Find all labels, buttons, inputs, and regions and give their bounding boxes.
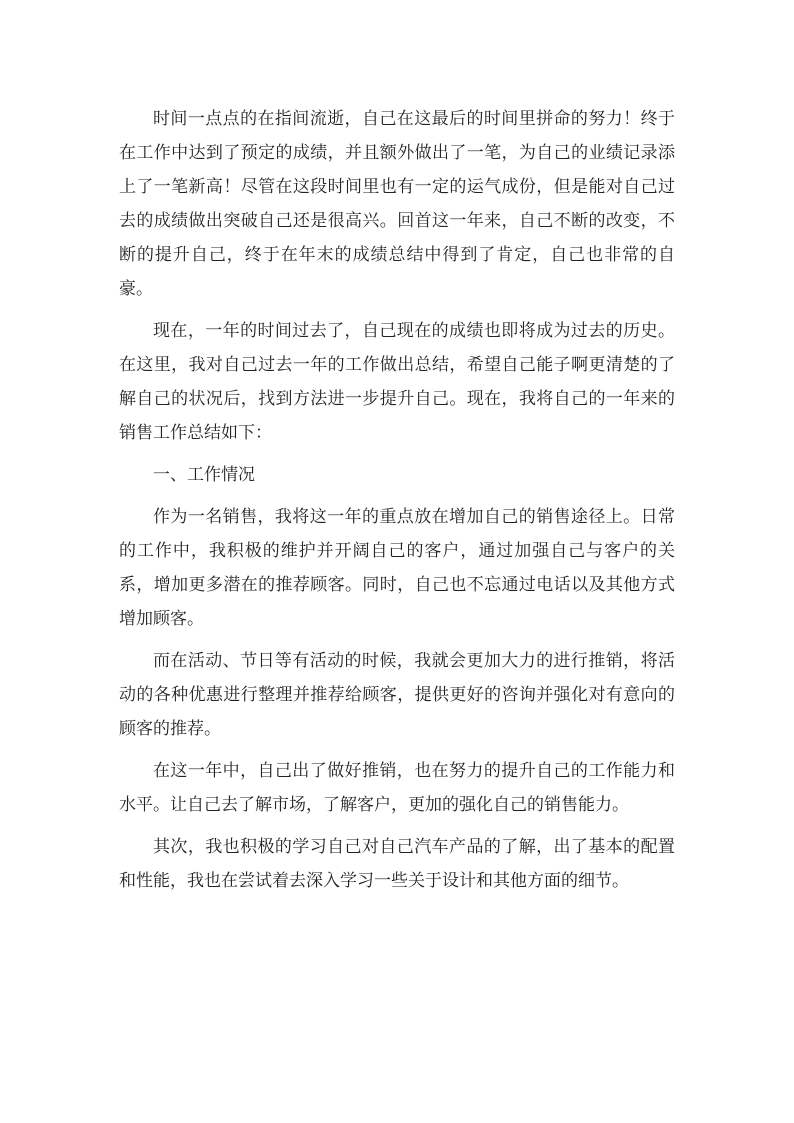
section-heading-work-situation: 一、工作情况 bbox=[153, 465, 255, 485]
document-body bbox=[119, 102, 675, 906]
paragraph-sales-channels: 作为一名销售，我将这一年的重点放在增加自己的销售途径上。日常的工作中，我积极的维护并开阔自己的客户，通过加强自己与客户的关系，增加更多潜在的推荐顾客。同时，自己也不忘通过电话以及其他方式增加顾客。 bbox=[119, 507, 675, 629]
paragraph-summary-purpose: 现在，一年的时间过去了，自己现在的成绩也即将成为过去的历史。在这里，我对自己过去一年的工作做出总结，希望自己能子啊更清楚的了解自己的状况后，找到方法进一步提升自己。现在，我将自己的一年来的销售工作总结如下： bbox=[119, 321, 675, 443]
paragraph-self-improvement: 在这一年中，自己出了做好推销，也在努力的提升自己的工作能力和水平。让自己去了解市场，了解客户，更加的强化自己的销售能力。 bbox=[119, 761, 675, 815]
paragraph-intro: 时间一点点的在指间流逝，自己在这最后的时间里拼命的努力！终于在工作中达到了预定的成绩，并且额外做出了一笔，为自己的业绩记录添上了一笔新高！尽管在这段时间里也有一定的运气成份，但是能对自己过去的成绩做出突破自己还是很高兴。回首这一年来，自己不断的改变，不断的提升自己，终于在年末的成绩总结中得到了肯定，自己也非常的自豪。 bbox=[119, 109, 675, 299]
paragraph-promotions: 而在活动、节日等有活动的时候，我就会更加大力的进行推销，将活动的各种优惠进行整理并推荐给顾客，提供更好的咨询并强化对有意向的顾客的推荐。 bbox=[119, 651, 675, 739]
paragraph-product-knowledge: 其次，我也积极的学习自己对自己汽车产品的了解，出了基本的配置和性能，我也在尝试着去深入学习一些关于设计和其他方面的细节。 bbox=[119, 837, 675, 891]
